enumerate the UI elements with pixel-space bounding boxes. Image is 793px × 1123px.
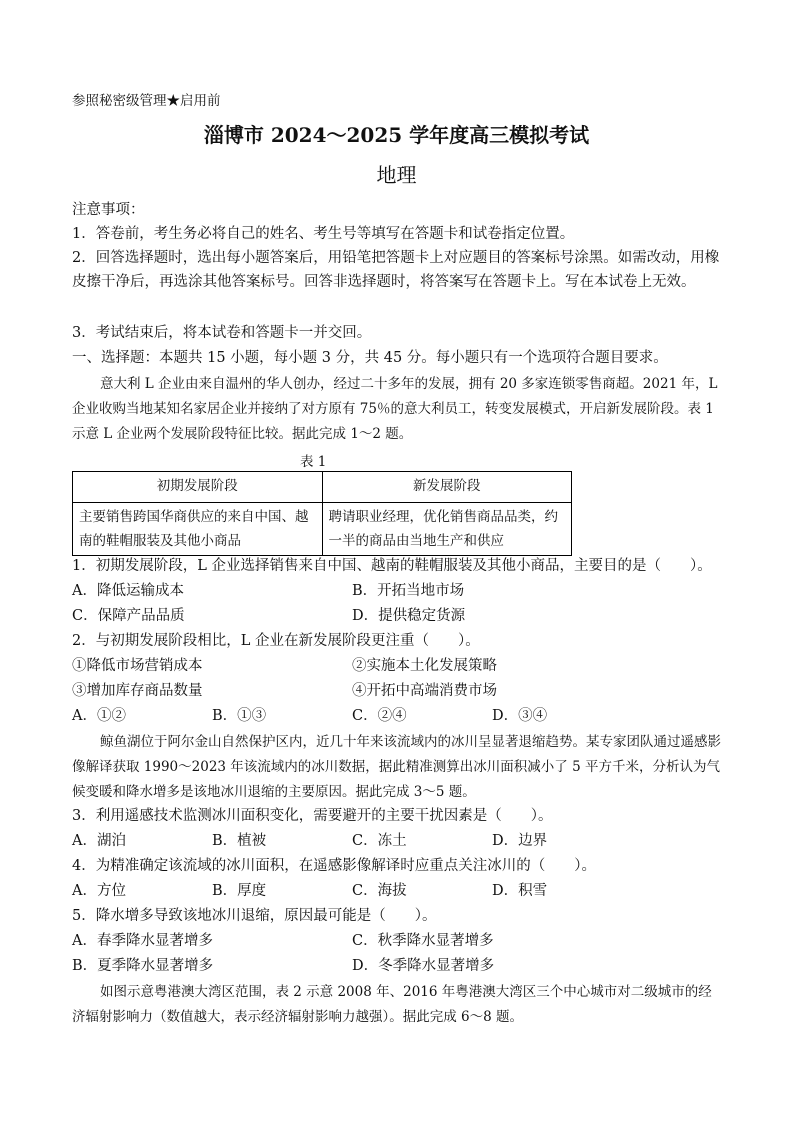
q1-option-d: D．提供稳定货源 — [352, 608, 466, 624]
table-1 — [72, 471, 572, 556]
table-row — [73, 503, 572, 556]
section-heading: 一、选择题：本题共 15 小题，每小题 3 分，共 45 分。每小题只有一个选项符合题目要求。 — [72, 350, 668, 366]
q2-option-c: C．②④ — [352, 708, 407, 724]
q2-item-1: ①降低市场营销成本 — [72, 658, 203, 674]
q2-option-a: A．①② — [72, 708, 126, 724]
notice-item-1: 1．答卷前，考生务必将自己的姓名、考生号等填写在答题卡和试卷指定位置。 — [72, 226, 575, 242]
notice-item-2: 2．回答选择题时，选出每小题答案后，用铅笔把答题卡上对应题目的答案标号涂黑。如需改动，用橡皮擦干净后，再选涂其他答案标号。回答非选择题时，将答案写在答题卡上。写在本试卷上无效。 — [72, 250, 720, 290]
question-5-stem: 5．降水增多导致该地冰川退缩，原因最可能是（ ）。 — [72, 908, 437, 924]
q2-option-d: D．③④ — [492, 708, 548, 724]
q3-option-c: C．冻土 — [352, 833, 407, 849]
passage-3: 如图示意粤港澳大湾区范围，表 2 示意 2008 年、2016 年粤港澳大湾区三个中心城市对二级城市的经济辐射影响力（数值越大，表示经济辐射影响力越强）。据此完成 6～8 题。 — [72, 984, 712, 1025]
q1-option-c: C．保障产品品质 — [72, 608, 185, 624]
q2-item-2: ②实施本土化发展策略 — [352, 658, 497, 674]
table-cell: 聘请职业经理，优化销售商品品类，约一半的商品由当地生产和供应 — [322, 503, 572, 556]
passage-1: 意大利 L 企业由来自温州的华人创办，经过二十多年的发展，拥有 20 多家连锁零售商超。2021 年，L 企业收购当地某知名家居企业并接纳了对方原有 75％的意大利员工，转变发展模式，开启新发展阶段。表 1 示意 L 企业两个发展阶段特征比较。据此完成 1～2 题。 — [72, 376, 718, 442]
question-3-stem: 3．利用遥感技术监测冰川面积变化，需要避开的主要干扰因素是（ ）。 — [72, 808, 553, 824]
question-4-stem: 4．为精准确定该流域的冰川面积，在遥感影像解译时应重点关注冰川的（ ）。 — [72, 858, 596, 874]
q5-option-a: A．春季降水显著增多 — [72, 933, 213, 949]
confidentiality-note: 参照秘密级管理★启用前 — [72, 93, 221, 109]
q2-option-b: B．①③ — [212, 708, 267, 724]
q4-option-a: A．方位 — [72, 883, 126, 899]
exam-title: 淄博市 2024～2025 学年度高三模拟考试 — [203, 123, 590, 147]
question-1-stem: 1．初期发展阶段，L 企业选择销售来自中国、越南的鞋帽服装及其他小商品，主要目的是（ ）。 — [72, 558, 712, 574]
table-header-row — [73, 472, 572, 503]
q3-option-b: B．植被 — [212, 833, 267, 849]
q1-option-b: B．开拓当地市场 — [352, 583, 465, 599]
notice-heading: 注意事项： — [72, 202, 145, 218]
q4-option-b: B．厚度 — [212, 883, 267, 899]
q2-item-4: ④开拓中高端消费市场 — [352, 683, 497, 699]
table-header-cell: 新发展阶段 — [322, 472, 572, 503]
question-2-stem: 2．与初期发展阶段相比，L 企业在新发展阶段更注重（ ）。 — [72, 633, 480, 649]
q4-option-d: D．积雪 — [492, 883, 548, 899]
q4-option-c: C．海拔 — [352, 883, 407, 899]
q2-item-3: ③增加库存商品数量 — [72, 683, 203, 699]
q5-option-c: C．秋季降水显著增多 — [352, 933, 494, 949]
table-header-cell: 初期发展阶段 — [73, 472, 323, 503]
table-cell: 主要销售跨国华商供应的来自中国、越南的鞋帽服装及其他小商品 — [73, 503, 323, 556]
passage-2: 鲸鱼湖位于阿尔金山自然保护区内，近几十年来该流域内的冰川呈显著退缩趋势。某专家团队通过遥感影像解译获取 1990～2023 年该流域内的冰川数据，据此精准测算出冰川面积减小了 5 平方千米，分析认为气候变暖和降水增多是该地冰川退缩的主要原因。据此完成 3～5 题。 — [72, 734, 721, 800]
table-1-caption: 表 1 — [300, 454, 327, 470]
subject-title: 地理 — [376, 163, 417, 187]
q5-option-d: D．冬季降水显著增多 — [352, 958, 495, 974]
q3-option-d: D．边界 — [492, 833, 548, 849]
q3-option-a: A．湖泊 — [72, 833, 126, 849]
notice-item-3: 3．考试结束后，将本试卷和答题卡一并交回。 — [72, 325, 372, 341]
q1-option-a: A．降低运输成本 — [72, 583, 184, 599]
q5-option-b: B．夏季降水显著增多 — [72, 958, 214, 974]
